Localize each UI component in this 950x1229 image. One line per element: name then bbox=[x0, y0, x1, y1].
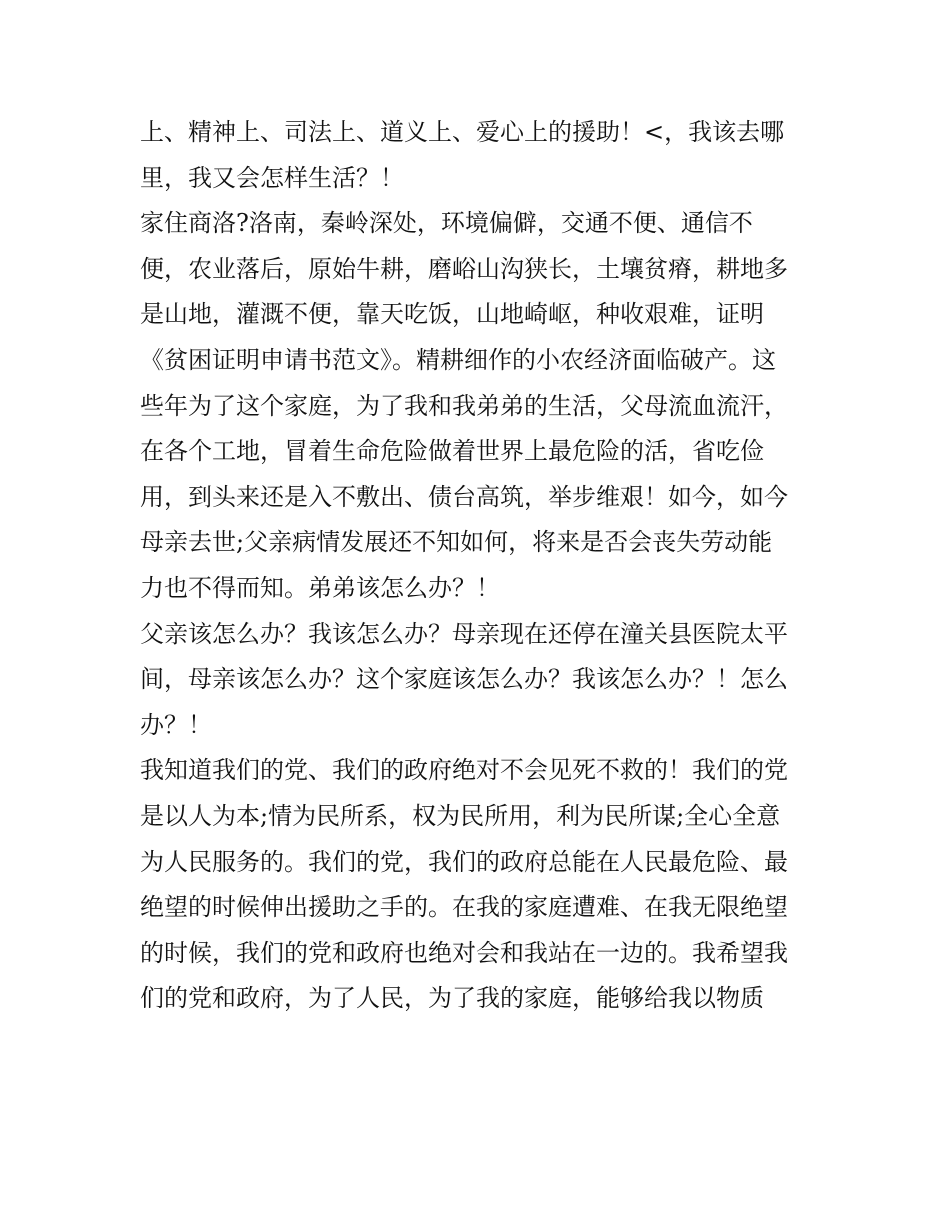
text-line: 的时候，我们的党和政府也绝对会和我站在一边的。我希望我 bbox=[140, 938, 788, 967]
text-line: 用，到头来还是入不敷出、债台高筑，举步维艰！如今，如今 bbox=[140, 482, 788, 511]
text-line: 《贫困证明申请书范文》。精耕细作的小农经济面临破产。这 bbox=[140, 345, 776, 374]
text-line: 力也不得而知。弟弟该怎么办？！ bbox=[140, 573, 500, 602]
text-line: 是以人为本;情为民所系，权为民所用，利为民所谋;全心全意 bbox=[140, 801, 781, 830]
text-line: 里，我又会怎样生活？！ bbox=[140, 163, 404, 192]
text-line: 家住商洛?洛南，秦岭深处，环境偏僻，交通不便、通信不 bbox=[140, 209, 753, 238]
text-line: 是山地，灌溉不便，靠天吃饭，山地崎岖，种收艰难，证明 bbox=[140, 300, 764, 329]
text-line: 在各个工地，冒着生命危险做着世界上最危险的活，省吃俭 bbox=[140, 437, 764, 466]
text-line: 上、精神上、司法上、道义上、爱心上的援助！<，我该去哪 bbox=[140, 118, 785, 146]
text-line: 些年为了这个家庭，为了我和我弟弟的生活，父母流血流汗， bbox=[140, 391, 788, 420]
text-line: 父亲该怎么办？我该怎么办？母亲现在还停在潼关县医院太平 bbox=[140, 619, 788, 648]
text-line: 母亲去世;父亲病情发展还不知如何，将来是否会丧失劳动能 bbox=[140, 528, 773, 557]
text-line: 我知道我们的党、我们的政府绝对不会见死不救的！我们的党 bbox=[140, 756, 788, 785]
text-line: 们的党和政府，为了人民，为了我的家庭，能够给我以物质 bbox=[140, 984, 764, 1013]
text-line: 绝望的时候伸出援助之手的。在我的家庭遭难、在我无限绝望 bbox=[140, 893, 788, 922]
text-line: 间，母亲该怎么办？这个家庭该怎么办？我该怎么办？！怎么 bbox=[140, 665, 788, 694]
document-body bbox=[140, 110, 830, 1022]
text-line: 为人民服务的。我们的党，我们的政府总能在人民最危险、最 bbox=[140, 847, 788, 876]
text-line: 办？！ bbox=[140, 710, 212, 739]
text-line: 便，农业落后，原始牛耕，磨峪山沟狭长，土壤贫瘠，耕地多 bbox=[140, 254, 788, 283]
